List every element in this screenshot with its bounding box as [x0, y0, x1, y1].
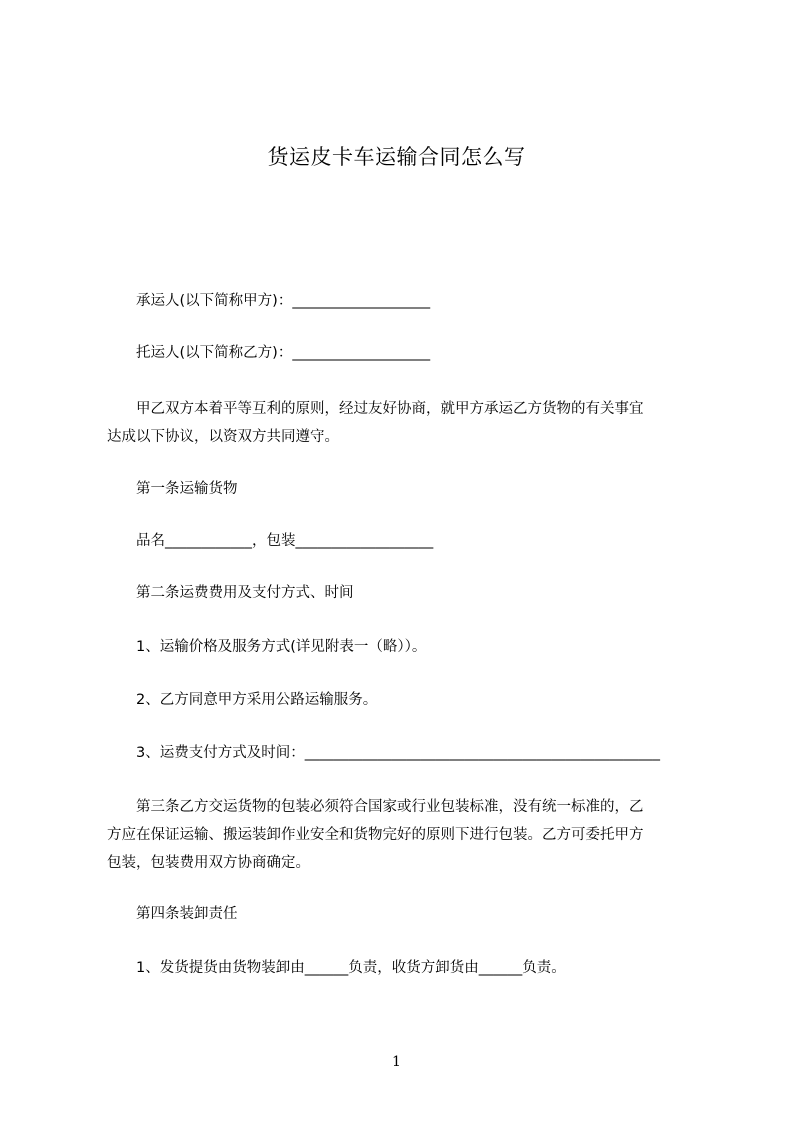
article2-item-2: 2、乙方同意甲方采用公路运输服务。: [136, 692, 378, 708]
article3-line-1: 第三条乙方交运货物的包装必须符合国家或行业包装标准，没有统一标准的，乙: [136, 799, 644, 815]
article2-title: 第二条运费费用及支付方式、时间: [136, 585, 354, 601]
shipper-line: 托运人(以下简称乙方)：___________________: [136, 345, 431, 361]
article3-line-3: 包装，包装费用双方协商确定。: [107, 855, 310, 871]
document-title: 货运皮卡车运输合同怎么写: [267, 145, 526, 169]
article2-item-3: 3、运费支付方式及时间：_________________________________________________: [136, 745, 660, 761]
preamble-paragraph: [107, 398, 707, 448]
article1-title: 第一条运输货物: [136, 481, 238, 497]
article2-item-1: 1、运输价格及服务方式(详见附表一（略））。: [136, 639, 427, 655]
page-number: 1: [392, 1054, 401, 1070]
article4-title: 第四条装卸责任: [136, 906, 238, 922]
article3-paragraph: [107, 796, 707, 874]
carrier-line: 承运人(以下简称甲方)：___________________: [136, 293, 431, 309]
article4-item-1: 1、发货提货由货物装卸由______负责，收货方卸货由______负责。: [136, 960, 566, 976]
preamble-line-2: 达成以下协议，以资双方共同遵守。: [107, 429, 339, 445]
article1-goods-line: 品名____________，包装___________________: [136, 533, 434, 549]
article3-line-2: 方应在保证运输、搬运装卸作业安全和货物完好的原则下进行包装。乙方可委托甲方: [107, 827, 644, 843]
preamble-line-1: 甲乙双方本着平等互利的原则，经过友好协商，就甲方承运乙方货物的有关事宜: [136, 401, 644, 417]
